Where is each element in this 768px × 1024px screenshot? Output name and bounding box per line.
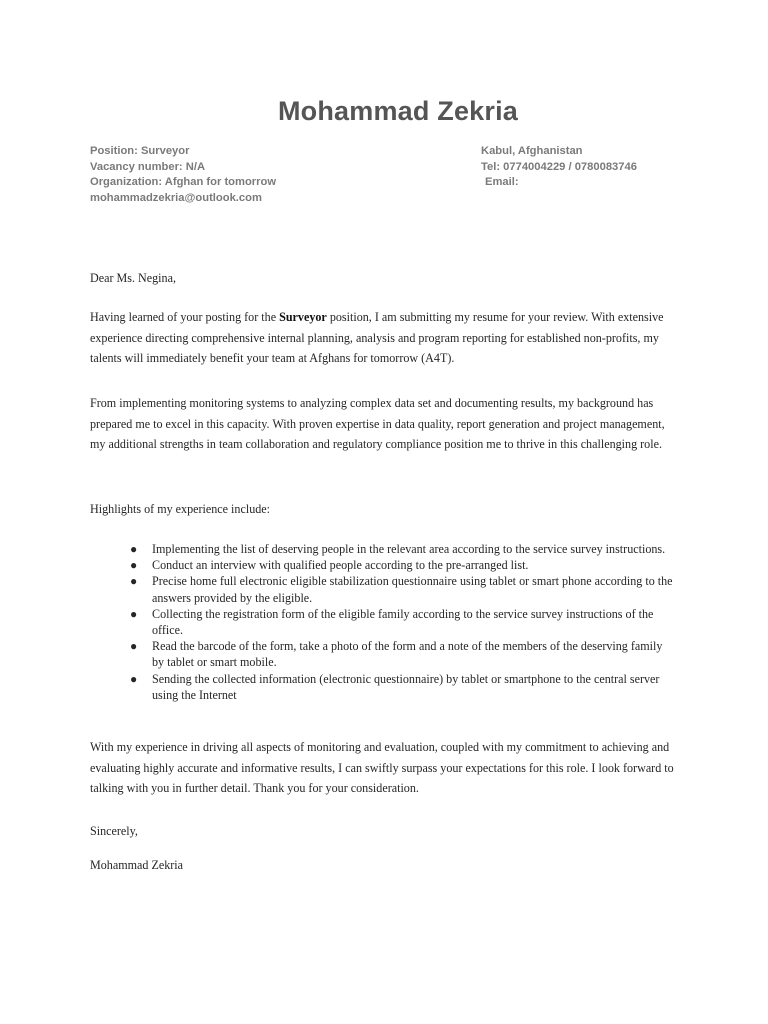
list-item: [90, 671, 682, 703]
closing-salutation: Sincerely,: [90, 824, 138, 838]
paragraph-intro: [90, 307, 682, 369]
bullet-icon: ●: [130, 639, 138, 654]
highlights-intro: Highlights of my experience include:: [90, 502, 271, 516]
application-details: [90, 144, 276, 206]
position-emphasis: Surveyor: [279, 310, 327, 324]
paragraph-intro-start: Having learned of your posting for the: [90, 310, 280, 324]
list-item: [90, 638, 682, 670]
list-item: [90, 541, 682, 557]
list-item-text: Collecting the registration form of the eligible family according to the service survey instructions of the office.: [152, 606, 654, 638]
bullet-icon: ●: [130, 574, 138, 589]
organization-line: Organization: Afghan for tomorrow: [90, 176, 277, 189]
position-line: Position: Surveyor: [90, 145, 190, 157]
email-label: Email:: [485, 176, 519, 189]
applicant-name: Mohammad Zekria: [277, 96, 519, 126]
contact-details: [481, 144, 637, 191]
list-item: [90, 606, 682, 638]
paragraph-intro-end: position, I am submitting my resume for your review. With extensive experience directing comprehensive internal planning, analysis and program reporting for established non-profits, my talents will immediately benefit your team at Afghans for tomorrow (A4T).: [90, 310, 664, 366]
list-item-text: Conduct an interview with qualified people according to the pre-arranged list.: [152, 558, 529, 573]
highlights-list: [90, 541, 682, 703]
list-item: [90, 573, 682, 605]
list-item-text: Implementing the list of deserving people in the relevant area according to the service survey instructions.: [152, 542, 666, 556]
bullet-icon: ●: [130, 558, 138, 573]
list-item-text: Sending the collected information (electronic questionnaire) by tablet or smartphone to the central server using the Internet: [152, 671, 660, 702]
paragraph-closing: With my experience in driving all aspects of monitoring and evaluation, coupled with my commitment to achieving and evaluating highly accurate and informative results, I can swiftly surpass your expectations for this role. I look forward to talking with you in further detail. Thank you for your consideration.: [90, 740, 674, 796]
bullet-icon: ●: [130, 606, 138, 621]
list-item: [90, 557, 682, 573]
list-item-text: Precise home full electronic eligible stabilization questionnaire using tablet or smart phone according to the answers provided by the eligible.: [152, 574, 673, 605]
phone-line: Tel: 0774004229 / 0780083746: [481, 160, 637, 173]
greeting: Dear Ms. Negina,: [90, 271, 176, 285]
vacancy-line: Vacancy number: N/A: [90, 160, 206, 173]
signature-name: Mohammad Zekria: [90, 858, 184, 872]
list-item-text: Read the barcode of the form, take a photo of the form and a note of the members of the deserving family by tablet or smart mobile.: [152, 639, 663, 670]
email-address: mohammadzekria@outlook.com: [90, 191, 262, 204]
location-line: Kabul, Afghanistan: [481, 145, 583, 157]
bullet-icon: ●: [130, 671, 138, 686]
paragraph-background: From implementing monitoring systems to analyzing complex data set and documenting results, my background has prepared me to excel in this capacity. With proven expertise in data quality, report generation and project management, my additional strengths in team collaboration and regulatory compliance position me to thrive in this challenging role.: [90, 396, 665, 452]
bullet-icon: ●: [130, 542, 138, 556]
